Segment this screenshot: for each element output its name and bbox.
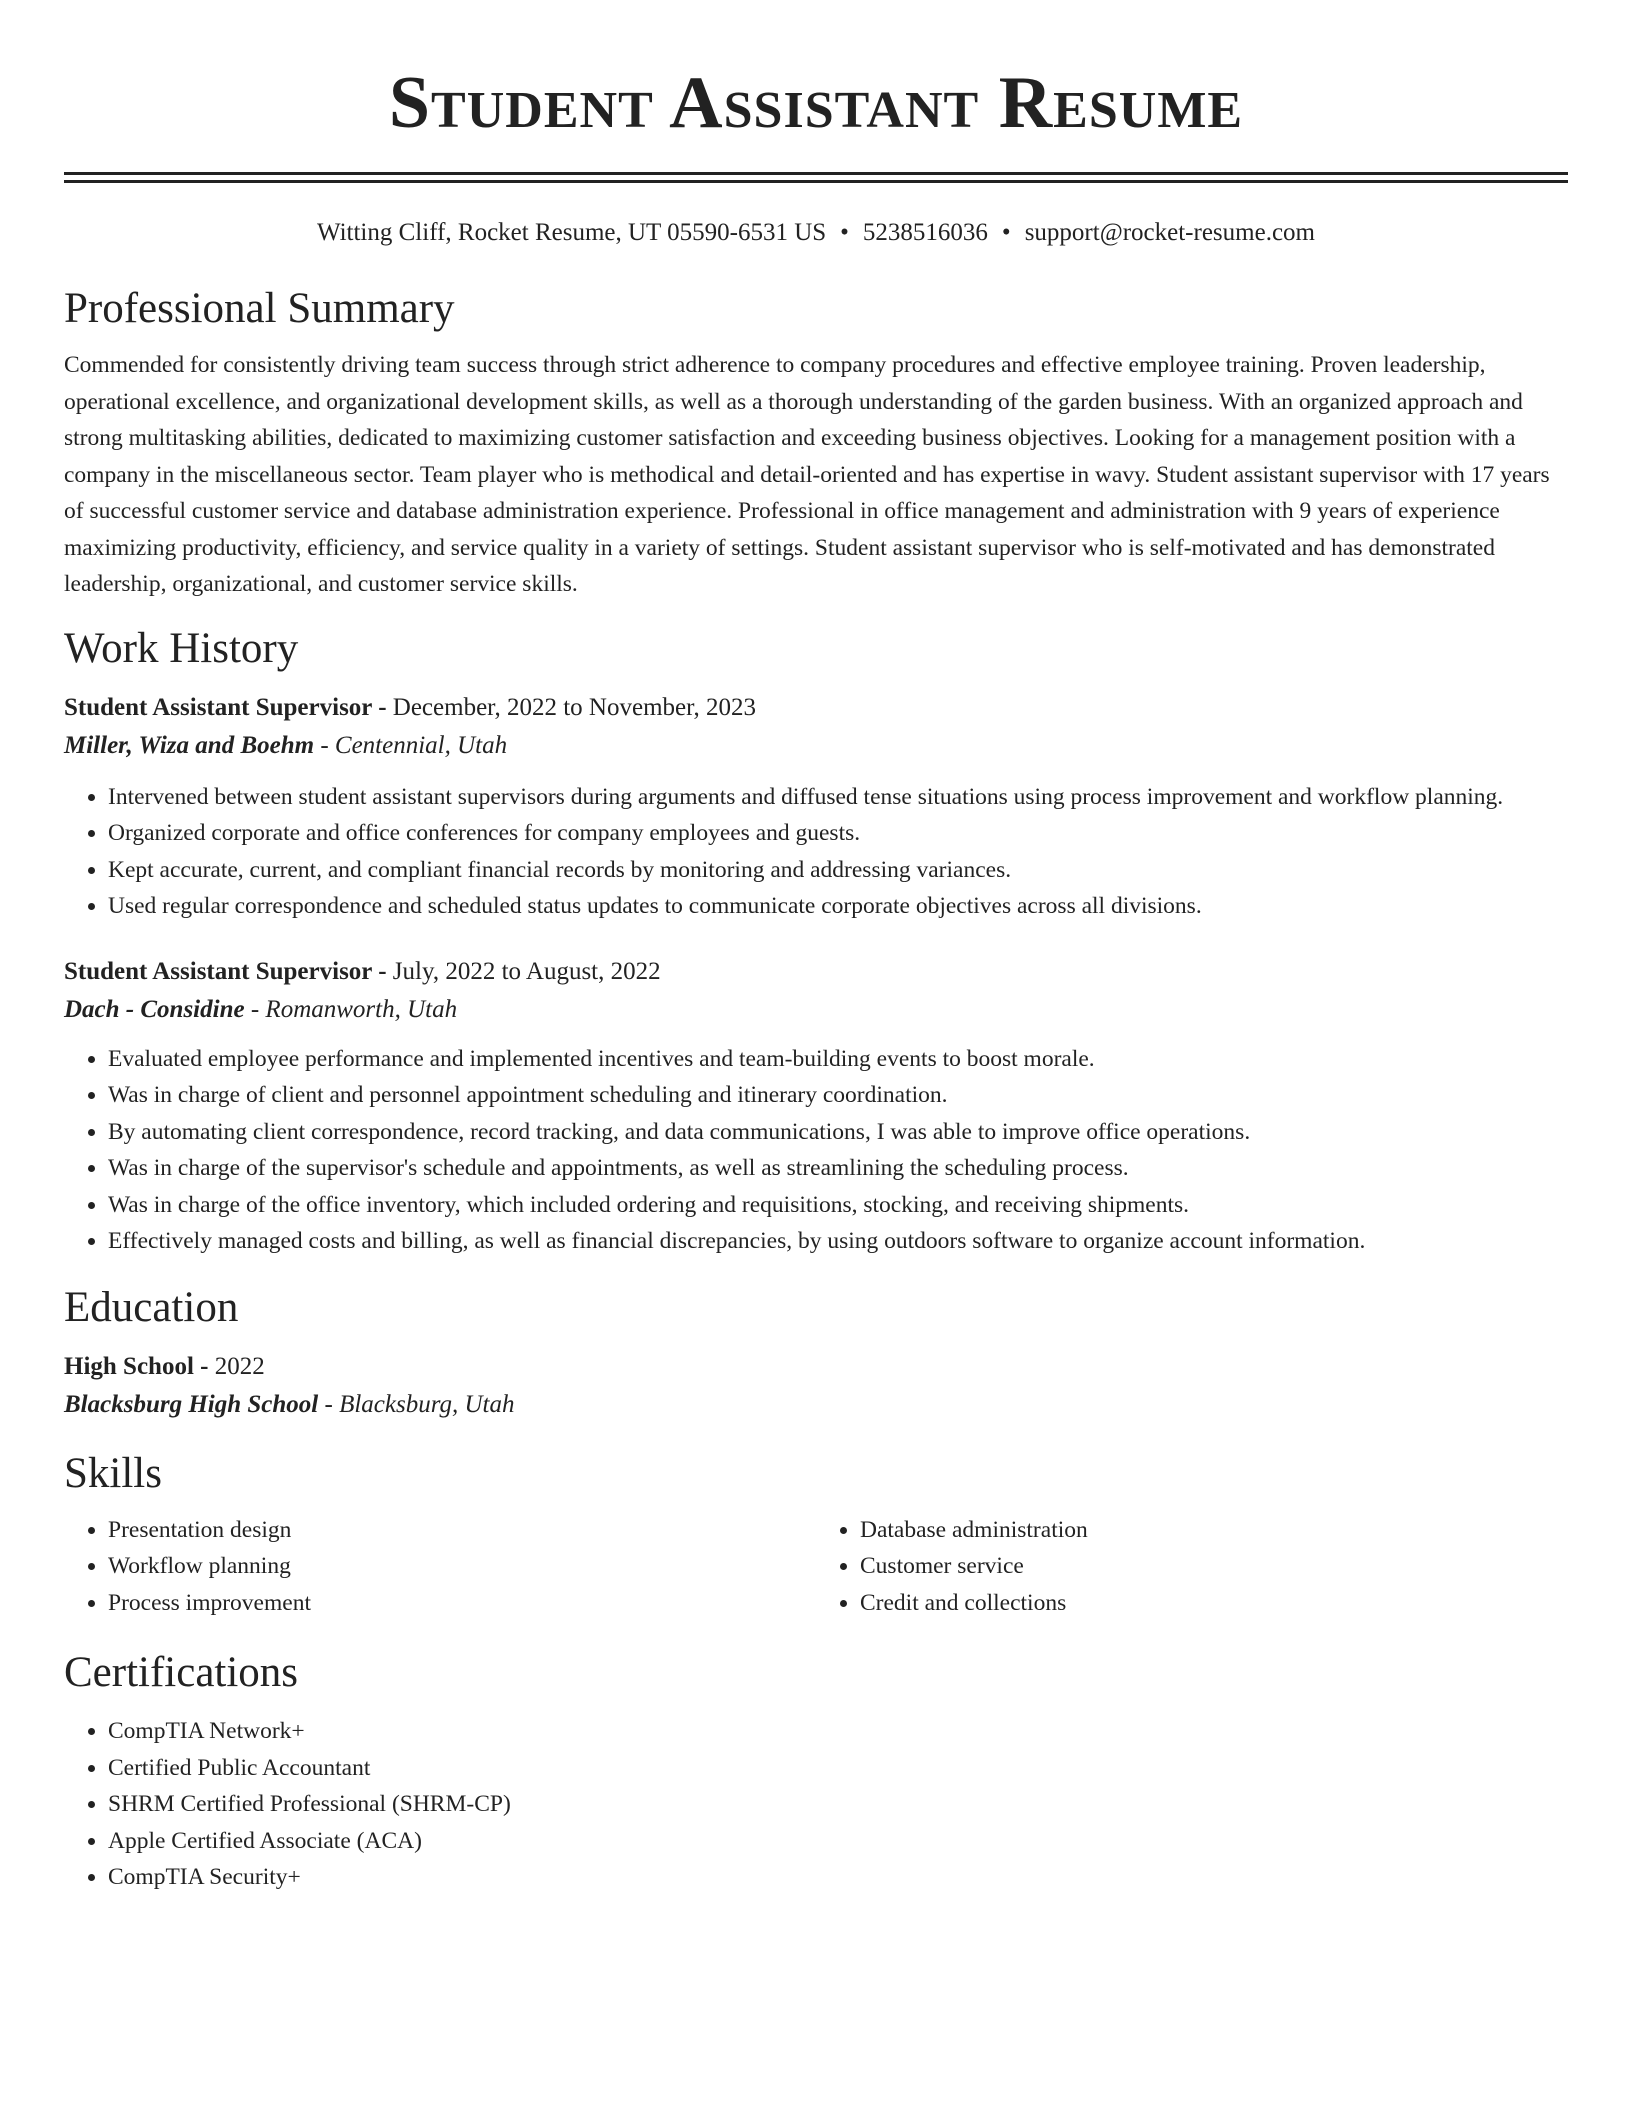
job-dash: - xyxy=(371,693,393,721)
list-item: • Kept accurate, current, and compliant financial records by monitoring and addressing variances. xyxy=(108,852,1568,889)
education-location: Blacksburg, Utah xyxy=(339,1390,515,1418)
list-item: • CompTIA Network+ xyxy=(108,1713,1568,1750)
skills-list-right xyxy=(816,1512,1568,1622)
job-entry xyxy=(64,689,1568,925)
contact-phone: 5238516036 xyxy=(862,219,988,246)
list-item: • SHRM Certified Professional (SHRM-CP) xyxy=(108,1786,1568,1823)
list-item: • CompTIA Security+ xyxy=(108,1859,1568,1896)
contact-separator: • xyxy=(840,219,849,246)
education-entry xyxy=(64,1348,1568,1424)
education-school-line xyxy=(64,1386,1568,1424)
job-location: Centennial, Utah xyxy=(334,731,508,759)
job-company: Dach - Considine xyxy=(64,995,245,1023)
skills-list-left xyxy=(64,1512,816,1622)
list-item: • Was in charge of the office inventory, which included ordering and requisitions, stocking, and receiving shipments. xyxy=(108,1187,1568,1224)
job-location: Romanworth, Utah xyxy=(265,995,458,1023)
school-dash: - xyxy=(318,1390,340,1418)
education-degree-line xyxy=(64,1348,1568,1386)
education-degree: High School xyxy=(64,1352,194,1380)
job-duties-list xyxy=(64,779,1568,925)
job-title: Student Assistant Supervisor xyxy=(64,693,372,721)
list-item: • Evaluated employee performance and implemented incentives and team-building events to boost morale. xyxy=(108,1041,1568,1078)
list-item: • Was in charge of the supervisor's schedule and appointments, as well as streamlining the scheduling process. xyxy=(108,1150,1568,1187)
list-item: • Credit and collections xyxy=(860,1585,1568,1622)
list-item: • By automating client correspondence, record tracking, and data communications, I was able to improve office operations. xyxy=(108,1114,1568,1151)
job-company-line xyxy=(64,991,1568,1029)
title-divider xyxy=(64,172,1568,183)
education-heading: Education xyxy=(64,1283,239,1331)
resume-title: Student Assistant Resume xyxy=(388,62,1244,144)
certifications-heading: Certifications xyxy=(64,1649,299,1696)
contact-email: support@rocket-resume.com xyxy=(1024,219,1315,246)
education-dash: - xyxy=(193,1352,215,1380)
summary-heading: Professional Summary xyxy=(64,285,455,332)
contact-separator: • xyxy=(1001,219,1011,246)
list-item: • Used regular correspondence and scheduled status updates to communicate corporate objectives across all divisions. xyxy=(108,888,1568,925)
work-history-heading: Work History xyxy=(64,624,299,672)
skills-heading: Skills xyxy=(64,1449,162,1497)
list-item: • Customer service xyxy=(860,1548,1568,1585)
summary-text: Commended for consistently driving team success through strict adherence to company procedures and effective employee training. Proven leadership, operational excellence, and organizational development skills, as well as a thorough understanding of the garden business. With an organized approach and strong multitasking abilities, dedicated to maximizing customer satisfaction and exceeding business objectives. Looking for a management position with a company in the miscellaneous sector. Team player who is methodical and detail-oriented and has expertise in wavy. Student assistant supervisor with 17 years of successful customer service and database administration experience. Professional in office management and administration with 9 years of experience maximizing productivity, efficiency, and service quality in a variety of settings. Student assistant supervisor who is self-motivated and has demonstrated leadership, organizational, and customer service skills. xyxy=(64,352,1550,597)
list-item: • Organized corporate and office conferences for company employees and guests. xyxy=(108,815,1568,852)
job-duties-list xyxy=(64,1041,1568,1260)
job-dates: December, 2022 to November, 2023 xyxy=(392,693,756,721)
education-school: Blacksburg High School xyxy=(64,1390,319,1418)
list-item: • Presentation design xyxy=(108,1512,816,1549)
list-item: • Workflow planning xyxy=(108,1548,816,1585)
list-item: • Database administration xyxy=(860,1512,1568,1549)
company-dash: - xyxy=(314,731,335,759)
job-company-line xyxy=(64,727,1568,765)
list-item: • Effectively managed costs and billing, as well as financial discrepancies, by using outdoors software to organize account information. xyxy=(108,1223,1568,1260)
list-item: • Was in charge of client and personnel appointment scheduling and itinerary coordination. xyxy=(108,1077,1568,1114)
job-title: Student Assistant Supervisor xyxy=(64,957,372,985)
job-title-line xyxy=(64,953,1568,991)
list-item: • Certified Public Accountant xyxy=(108,1750,1568,1787)
company-dash: - xyxy=(244,995,266,1023)
job-company: Miller, Wiza and Boehm xyxy=(64,731,315,759)
job-dates: July, 2022 to August, 2022 xyxy=(392,957,661,985)
list-item: • Apple Certified Associate (ACA) xyxy=(108,1823,1568,1860)
skills-grid xyxy=(64,1512,1568,1622)
list-item: • Intervened between student assistant supervisors during arguments and diffused tense situations using process improvement and workflow planning. xyxy=(108,779,1568,816)
job-entry xyxy=(64,953,1568,1260)
contact-line xyxy=(64,217,1568,249)
education-year: 2022 xyxy=(214,1352,265,1380)
job-title-line xyxy=(64,689,1568,727)
certifications-list xyxy=(64,1713,1568,1896)
job-dash: - xyxy=(371,957,393,985)
list-item: • Process improvement xyxy=(108,1585,816,1622)
contact-address: Witting Cliff, Rocket Resume, UT 05590-6531 US xyxy=(317,219,827,246)
